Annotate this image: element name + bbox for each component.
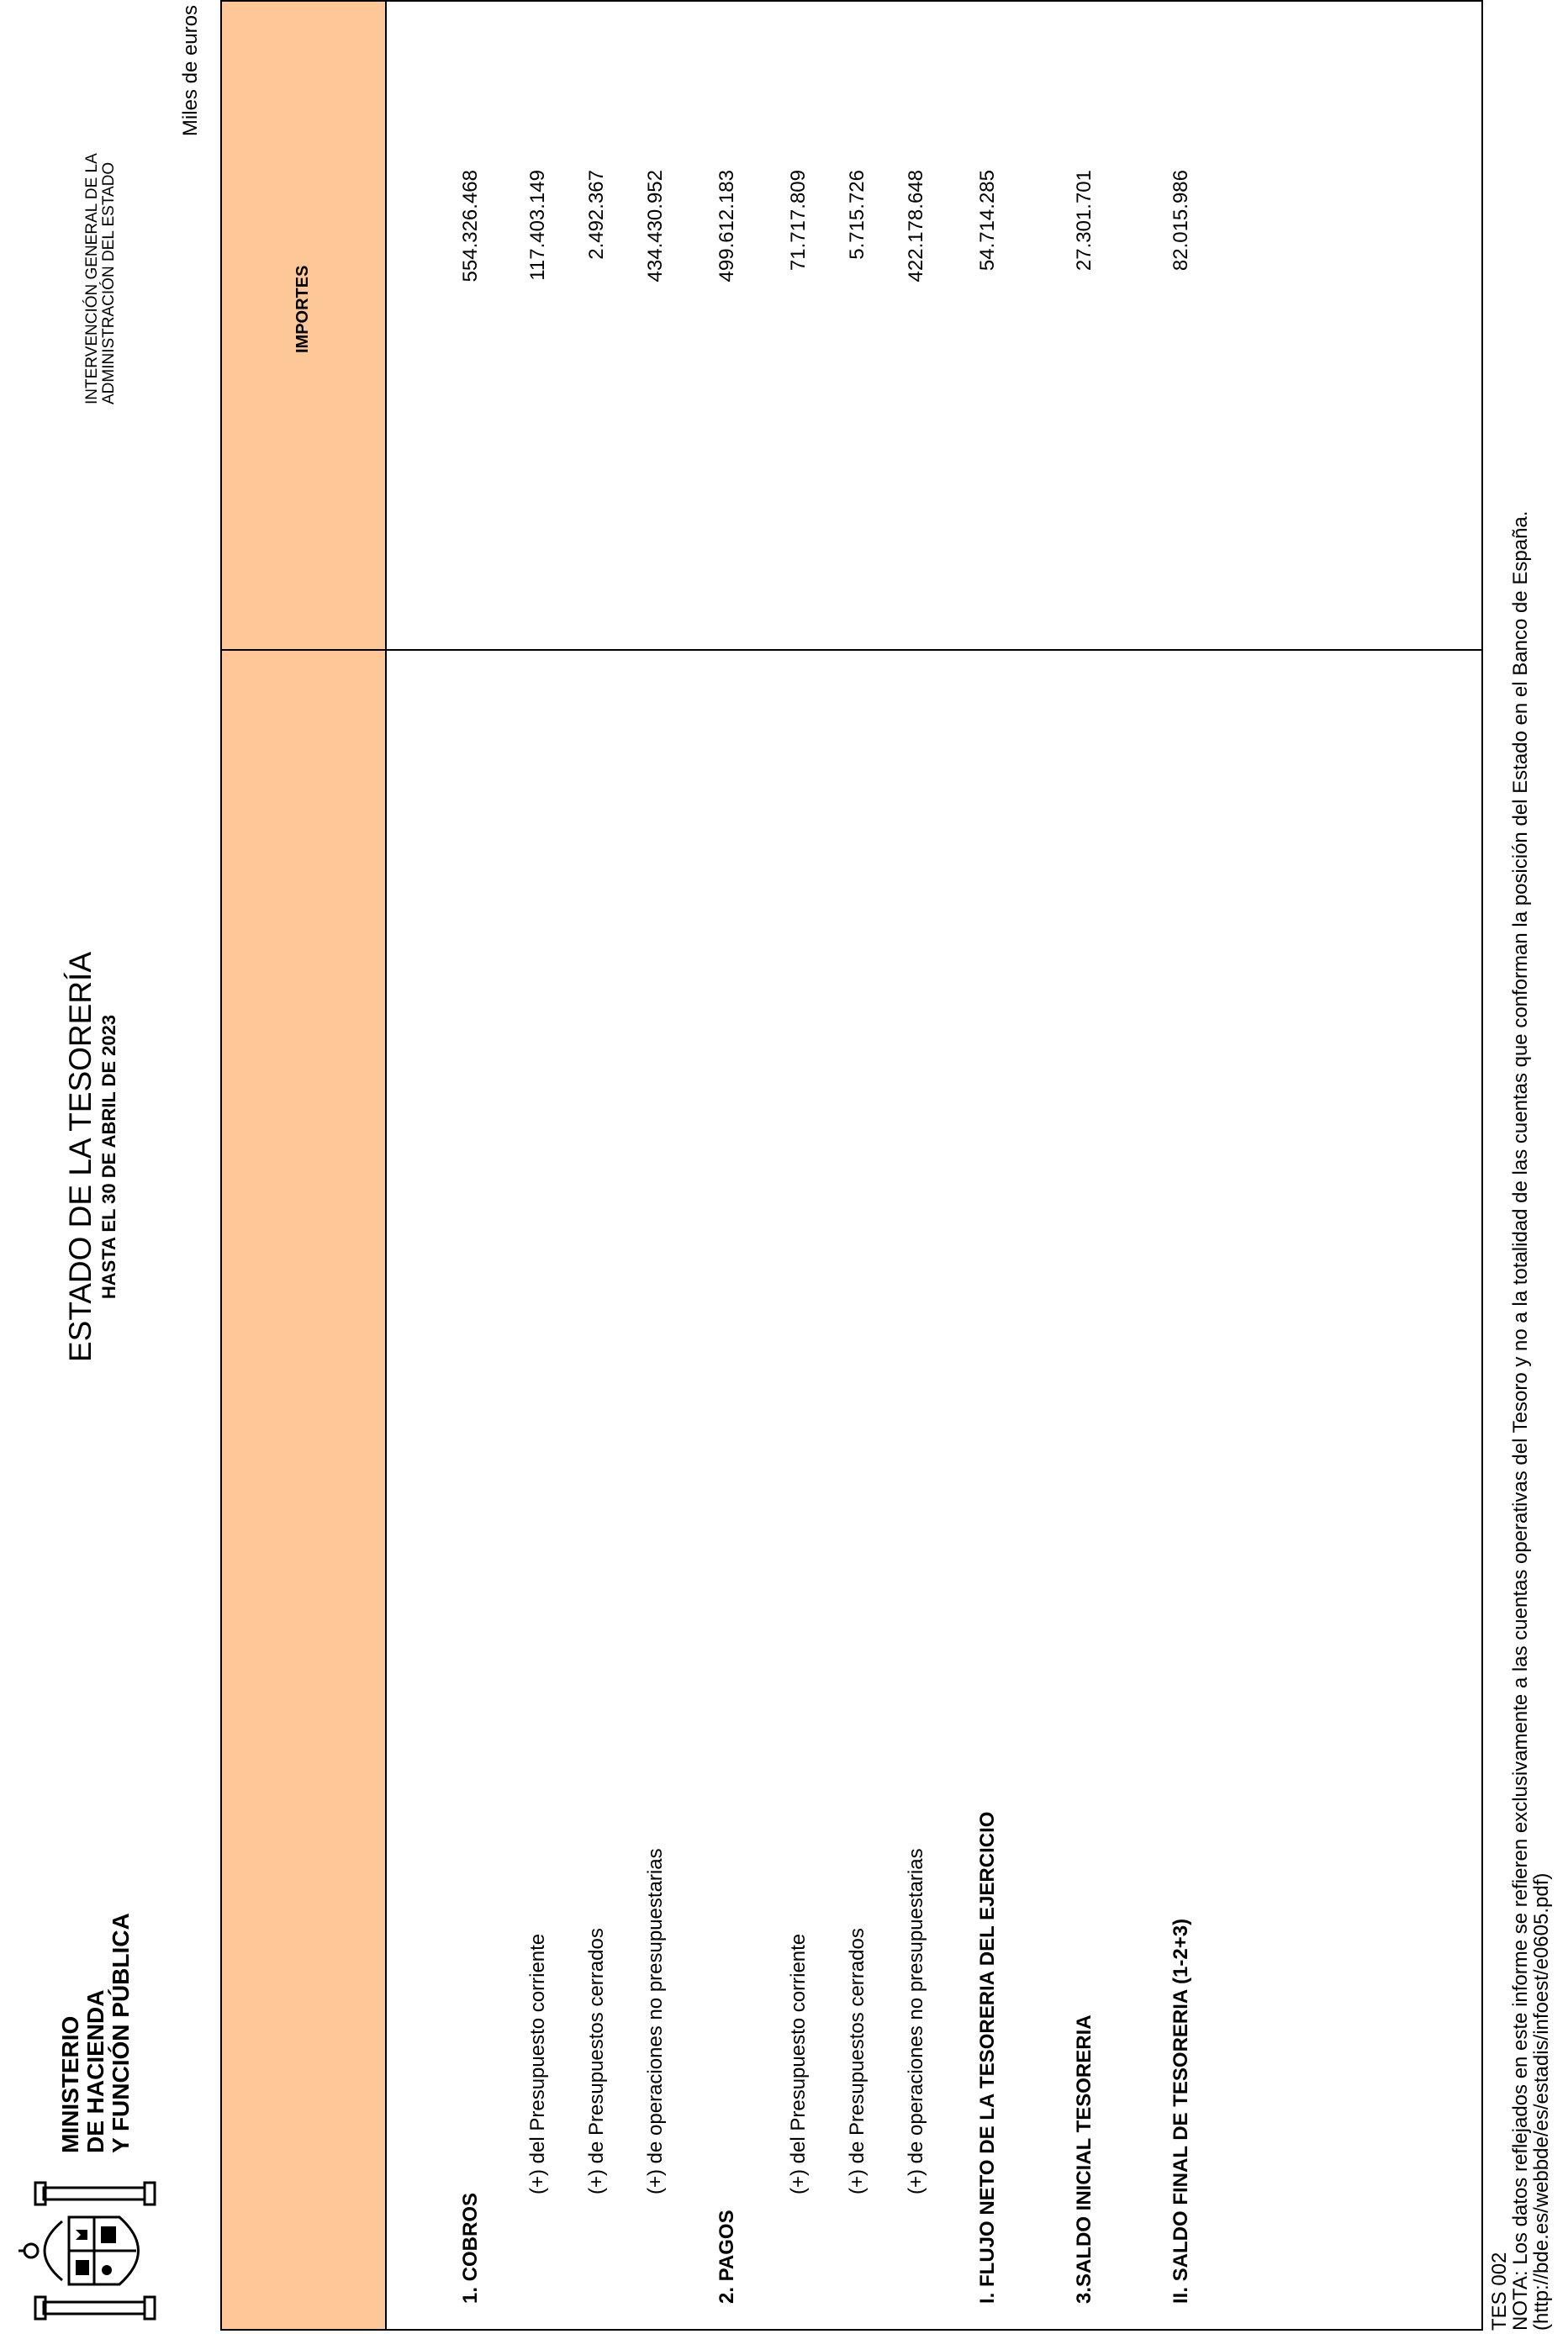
units-label: Miles de euros <box>179 5 202 137</box>
ministry-name-line1: MINISTERIO <box>57 2015 83 2153</box>
row-label-saldo-inicial: 3.SALDO INICIAL TESORERIA <box>1073 2015 1095 2304</box>
coat-of-arms-icon <box>10 2171 170 2331</box>
column-divider <box>222 649 1481 651</box>
importes-column-header: IMPORTES <box>293 265 312 353</box>
footnote-link: (http://bde.es/webbde/es/estadis/infoest/e0605.pdf) <box>1530 1872 1553 2331</box>
ministry-name-line2: DE HACIENDA <box>82 1989 108 2153</box>
row-value-pagos: 499.612.183 <box>715 170 738 283</box>
row-label-pagos: 2. PAGOS <box>715 2210 738 2304</box>
row-value-pagos-corriente: 71.717.809 <box>787 170 810 272</box>
row-label-pagos-corriente: (+) del Presupuesto corriente <box>787 1933 810 2194</box>
row-label-pagos-no-presupuestarias: (+) de operaciones no presupuestarias <box>905 1848 927 2194</box>
row-label-cobros-no-presupuestarias: (+) de operaciones no presupuestarias <box>644 1848 667 2194</box>
row-value-flujo-neto: 54.714.285 <box>976 170 999 272</box>
row-label-cobros: 1. COBROS <box>459 2192 482 2304</box>
igae-label-line1: INTERVENCIÓN GENERAL DE LA <box>83 153 101 404</box>
row-label-saldo-final: II. SALDO FINAL DE TESORERIA (1-2+3) <box>1169 1918 1192 2304</box>
row-value-pagos-no-presupuestarias: 422.178.648 <box>905 170 927 283</box>
row-value-cobros: 554.326.468 <box>459 170 482 283</box>
row-value-cobros-corriente: 117.403.149 <box>526 170 549 281</box>
footnote: NOTA: Los datos reflejados en este informe se refieren exclusivamente a las cuentas operativas del Tesoro y no a la totalidad de las cuentas que conforman la posición del Estado en el Banco de España. <box>1509 510 1532 2331</box>
row-value-cobros-cerrados: 2.492.367 <box>585 170 608 260</box>
row-label-pagos-cerrados: (+) de Presupuestos cerrados <box>846 1928 868 2194</box>
row-value-pagos-cerrados: 5.715.726 <box>846 170 868 260</box>
page-title: ESTADO DE LA TESORERÍA <box>63 952 98 1362</box>
row-value-saldo-inicial: 27.301.701 <box>1073 170 1095 272</box>
treasury-table <box>220 0 1483 2331</box>
igae-label-line2: ADMINISTRACIÓN DEL ESTADO <box>100 161 118 404</box>
report-code: TES 002 <box>1488 2252 1511 2331</box>
page-subtitle: HASTA EL 30 DE ABRIL DE 2023 <box>98 1014 119 1300</box>
row-value-saldo-final: 82.015.986 <box>1169 170 1192 272</box>
row-label-cobros-corriente: (+) del Presupuesto corriente <box>526 1933 549 2194</box>
row-value-cobros-no-presupuestarias: 434.430.952 <box>644 170 667 283</box>
ministry-name-line3: Y FUNCIÓN PÚBLICA <box>108 1913 134 2153</box>
row-label-flujo-neto: I. FLUJO NETO DE LA TESORERIA DEL EJERCICIO <box>976 1811 999 2304</box>
row-label-cobros-cerrados: (+) de Presupuestos cerrados <box>585 1928 608 2194</box>
